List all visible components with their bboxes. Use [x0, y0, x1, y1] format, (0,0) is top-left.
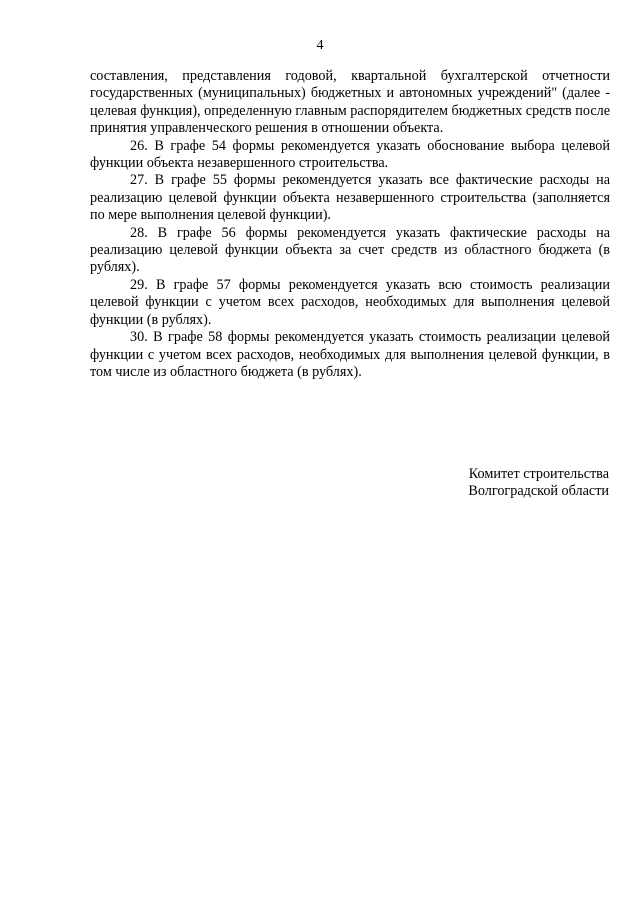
signature-line-1: Комитет строительства — [468, 466, 609, 482]
signature-block — [309, 466, 609, 501]
paragraph-item-27: 27. В графе 55 формы рекомендуется указать все фактические расходы на реализацию целевой функции объекта незавершенного строительства (заполняется по мере выполнения целевой функции). — [90, 172, 610, 224]
page-number: 4 — [316, 38, 324, 53]
paragraph-item-29: 29. В графе 57 формы рекомендуется указать всю стоимость реализации целевой функции с учетом всех расходов, необходимых для выполнения целевой функции (в рублях). — [90, 276, 610, 328]
paragraph-item-26: 26. В графе 54 формы рекомендуется указать обоснование выбора целевой функции объекта незавершенного строительства. — [90, 137, 610, 172]
signature-line-2: Волгоградской области — [468, 483, 609, 500]
paragraph-item-28: 28. В графе 56 формы рекомендуется указать фактические расходы на реализацию целевой функции объекта за счет средств из областного бюджета (в рублях). — [90, 224, 610, 276]
document-body — [90, 68, 610, 381]
paragraph-continuation: составления, представления годовой, квартальной бухгалтерской отчетности государственных (муниципальных) бюджетных и автономных учреждений" (далее - целевая функция), определенную главным распорядителем бюджетных средств после принятия управленческого решения в отношении объекта. — [90, 68, 610, 137]
paragraph-item-30: 30. В графе 58 формы рекомендуется указать стоимость реализации целевой функции с учетом всех расходов, необходимых для выполнения целевой функции, в том числе из областного бюджета (в рублях). — [90, 329, 610, 380]
